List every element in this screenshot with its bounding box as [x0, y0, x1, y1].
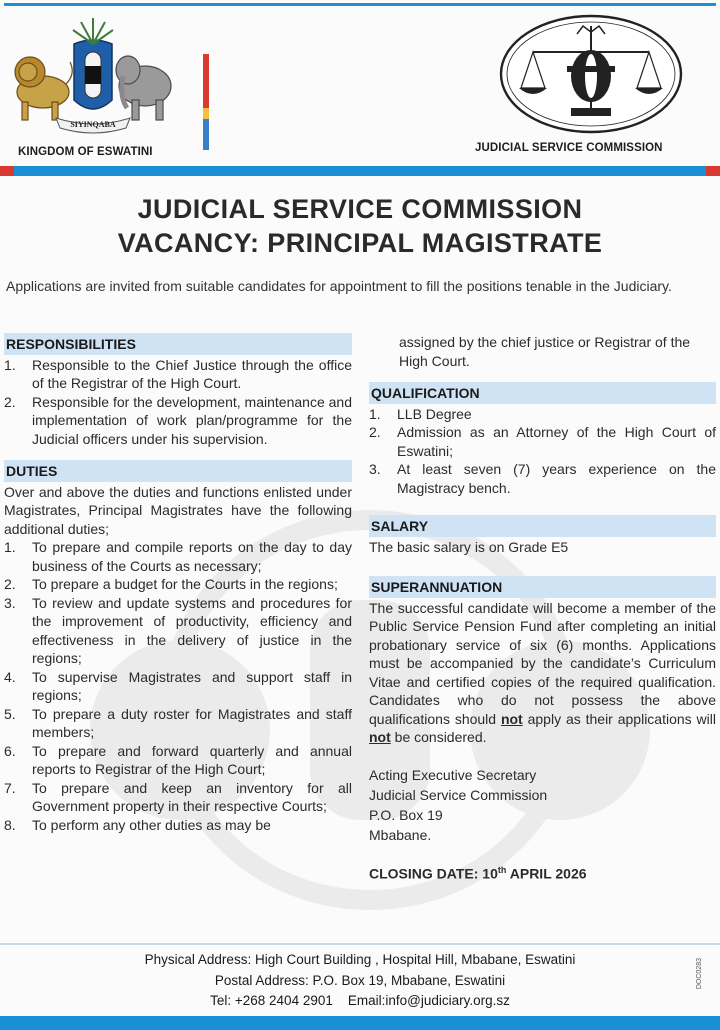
- physical-address: Physical Address: High Court Building , Hospital Hill, Mbabane, Eswatini: [144, 952, 576, 967]
- title-line-1: JUDICIAL SERVICE COMMISSION: [137, 194, 583, 224]
- list-item: 8. To perform any other duties as may be: [4, 816, 271, 833]
- contact-box: P.O. Box 19: [369, 806, 443, 823]
- list-item: 3. To review and update systems and procedures for the improvement of productivity, efficiency and effectiveness in the delivery of justice in the regions;: [4, 594, 352, 666]
- list-item: 3. At least seven (7) years experience on the Magistracy bench.: [369, 461, 716, 496]
- crest-motto: SIYINQABA: [70, 120, 116, 129]
- qualification-list: [369, 405, 716, 498]
- list-item: 5. To prepare a duty roster for Magistrates and staff members;: [4, 705, 352, 740]
- duties-continuation: assigned by the chief justice or Registrar of the High Court.: [399, 334, 691, 369]
- footer-color-band: [0, 1016, 720, 1030]
- list-item: 2. To prepare a budget for the Courts in the regions;: [4, 576, 338, 592]
- list-item: 1. To prepare and compile reports on the day to day business of the Courts as necessary;: [4, 539, 352, 574]
- duties-intro: Over and above the duties and functions enlisted under Magistrates, Principal Magistrates have the following additional duties;: [4, 483, 352, 537]
- duties-heading: DUTIES: [4, 460, 352, 482]
- intro-paragraph: Applications are invited from suitable candidates for appointment to fill the positions tenable in the Judiciary.: [6, 278, 672, 294]
- commission-label: JUDICIAL SERVICE COMMISSION: [475, 142, 663, 154]
- salary-heading: SALARY: [369, 515, 716, 537]
- left-column: [4, 333, 352, 834]
- footer-divider: [0, 943, 720, 945]
- list-item: 6. To prepare and forward quarterly and annual reports to Registrar of the High Court;: [4, 742, 352, 777]
- list-item: 1. Responsible to the Chief Justice through the office of the Registrar of the High Court.: [4, 356, 352, 391]
- salary-text: The basic salary is on Grade E5: [369, 538, 569, 555]
- contact-title: Acting Executive Secretary: [369, 766, 537, 783]
- contact-org: Judicial Service Commission: [369, 786, 548, 803]
- emphasis-not: not: [500, 710, 523, 727]
- title-line-2: VACANCY: PRINCIPAL MAGISTRATE: [117, 228, 603, 258]
- right-column: [369, 333, 716, 883]
- list-item: 2. Responsible for the development, maintenance and implementation of work plan/programme for the Judicial officers under his supervision.: [4, 393, 352, 447]
- superannuation-heading: SUPERANNUATION: [369, 576, 716, 598]
- kingdom-label: KINGDOM OF ESWATINI: [18, 146, 153, 158]
- closing-date: CLOSING DATE: 10th APRIL 2026: [369, 864, 587, 882]
- letterhead: [0, 6, 720, 166]
- duties-list: [4, 538, 352, 834]
- list-item: 4. To supervise Magistrates and support staff in regions;: [4, 668, 352, 703]
- contact-line: Tel: +268 2404 2901 Email:info@judiciary.org.sz: [210, 993, 510, 1008]
- jsc-emblem-icon: [497, 12, 685, 136]
- responsibilities-heading: RESPONSIBILITIES: [4, 333, 352, 355]
- list-item: 2. Admission as an Attorney of the High Court of Eswatini;: [369, 424, 716, 459]
- flag-color-bar: [203, 54, 209, 150]
- coat-of-arms-icon: [8, 14, 178, 142]
- document-code: DOC0283: [696, 958, 703, 990]
- list-item: 1. LLB Degree: [369, 405, 472, 422]
- contact-address: [369, 765, 716, 845]
- header-color-band: [0, 166, 720, 176]
- contact-city: Mbabane.: [369, 826, 432, 843]
- list-item: 7. To prepare and keep an inventory for all Government property in their respective Courts;: [4, 779, 352, 814]
- responsibilities-list: [4, 356, 352, 449]
- superannuation-text: The successful candidate will become a member of the Public Service Pension Fund after completing an initial probationary service of six (6) months. Applications must be accompanied by the candidate’s Curriculum Vitae and certified copies of the required qualification. Candidates who do not possess the above qualifications should not apply as their applications will not be considered.: [369, 599, 716, 745]
- qualification-heading: QUALIFICATION: [369, 382, 716, 404]
- footer: [0, 950, 720, 1012]
- postal-address: Postal Address: P.O. Box 19, Mbabane, Eswatini: [214, 972, 506, 988]
- emphasis-not: not: [369, 729, 391, 745]
